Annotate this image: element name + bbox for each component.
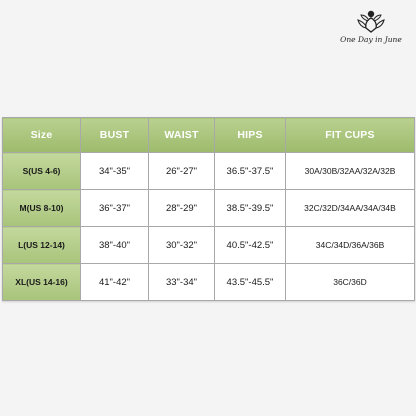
- table-row: [3, 227, 415, 264]
- header-bust: BUST: [81, 118, 149, 153]
- size-cell: XL(US 14-16): [3, 264, 81, 301]
- header-waist: WAIST: [149, 118, 215, 153]
- table-row: [3, 264, 415, 301]
- waist-cell: 26"-27": [149, 153, 215, 190]
- brand-name: One Day in June: [340, 35, 402, 44]
- header-size: Size: [3, 118, 81, 153]
- table-row: [3, 190, 415, 227]
- cups-cell: 34C/34D/36A/36B: [286, 227, 415, 264]
- header-hips: HIPS: [215, 118, 286, 153]
- bust-cell: 34"-35": [81, 153, 149, 190]
- size-cell: M(US 8-10): [3, 190, 81, 227]
- lotus-woman-icon: [356, 8, 386, 34]
- size-cell: S(US 4-6): [3, 153, 81, 190]
- hips-cell: 40.5"-42.5": [215, 227, 286, 264]
- brand-logo: [338, 8, 404, 52]
- cups-cell: 30A/30B/32AA/32A/32B: [286, 153, 415, 190]
- size-chart-table: [2, 117, 415, 301]
- bust-cell: 38"-40": [81, 227, 149, 264]
- bust-cell: 36"-37": [81, 190, 149, 227]
- bust-cell: 41"-42": [81, 264, 149, 301]
- table-row: [3, 153, 415, 190]
- hips-cell: 43.5"-45.5": [215, 264, 286, 301]
- hips-cell: 36.5"-37.5": [215, 153, 286, 190]
- waist-cell: 33"-34": [149, 264, 215, 301]
- table-header-row: [3, 118, 415, 153]
- cups-cell: 36C/36D: [286, 264, 415, 301]
- hips-cell: 38.5"-39.5": [215, 190, 286, 227]
- header-fit-cups: FIT CUPS: [286, 118, 415, 153]
- cups-cell: 32C/32D/34AA/34A/34B: [286, 190, 415, 227]
- waist-cell: 28"-29": [149, 190, 215, 227]
- size-cell: L(US 12-14): [3, 227, 81, 264]
- waist-cell: 30"-32": [149, 227, 215, 264]
